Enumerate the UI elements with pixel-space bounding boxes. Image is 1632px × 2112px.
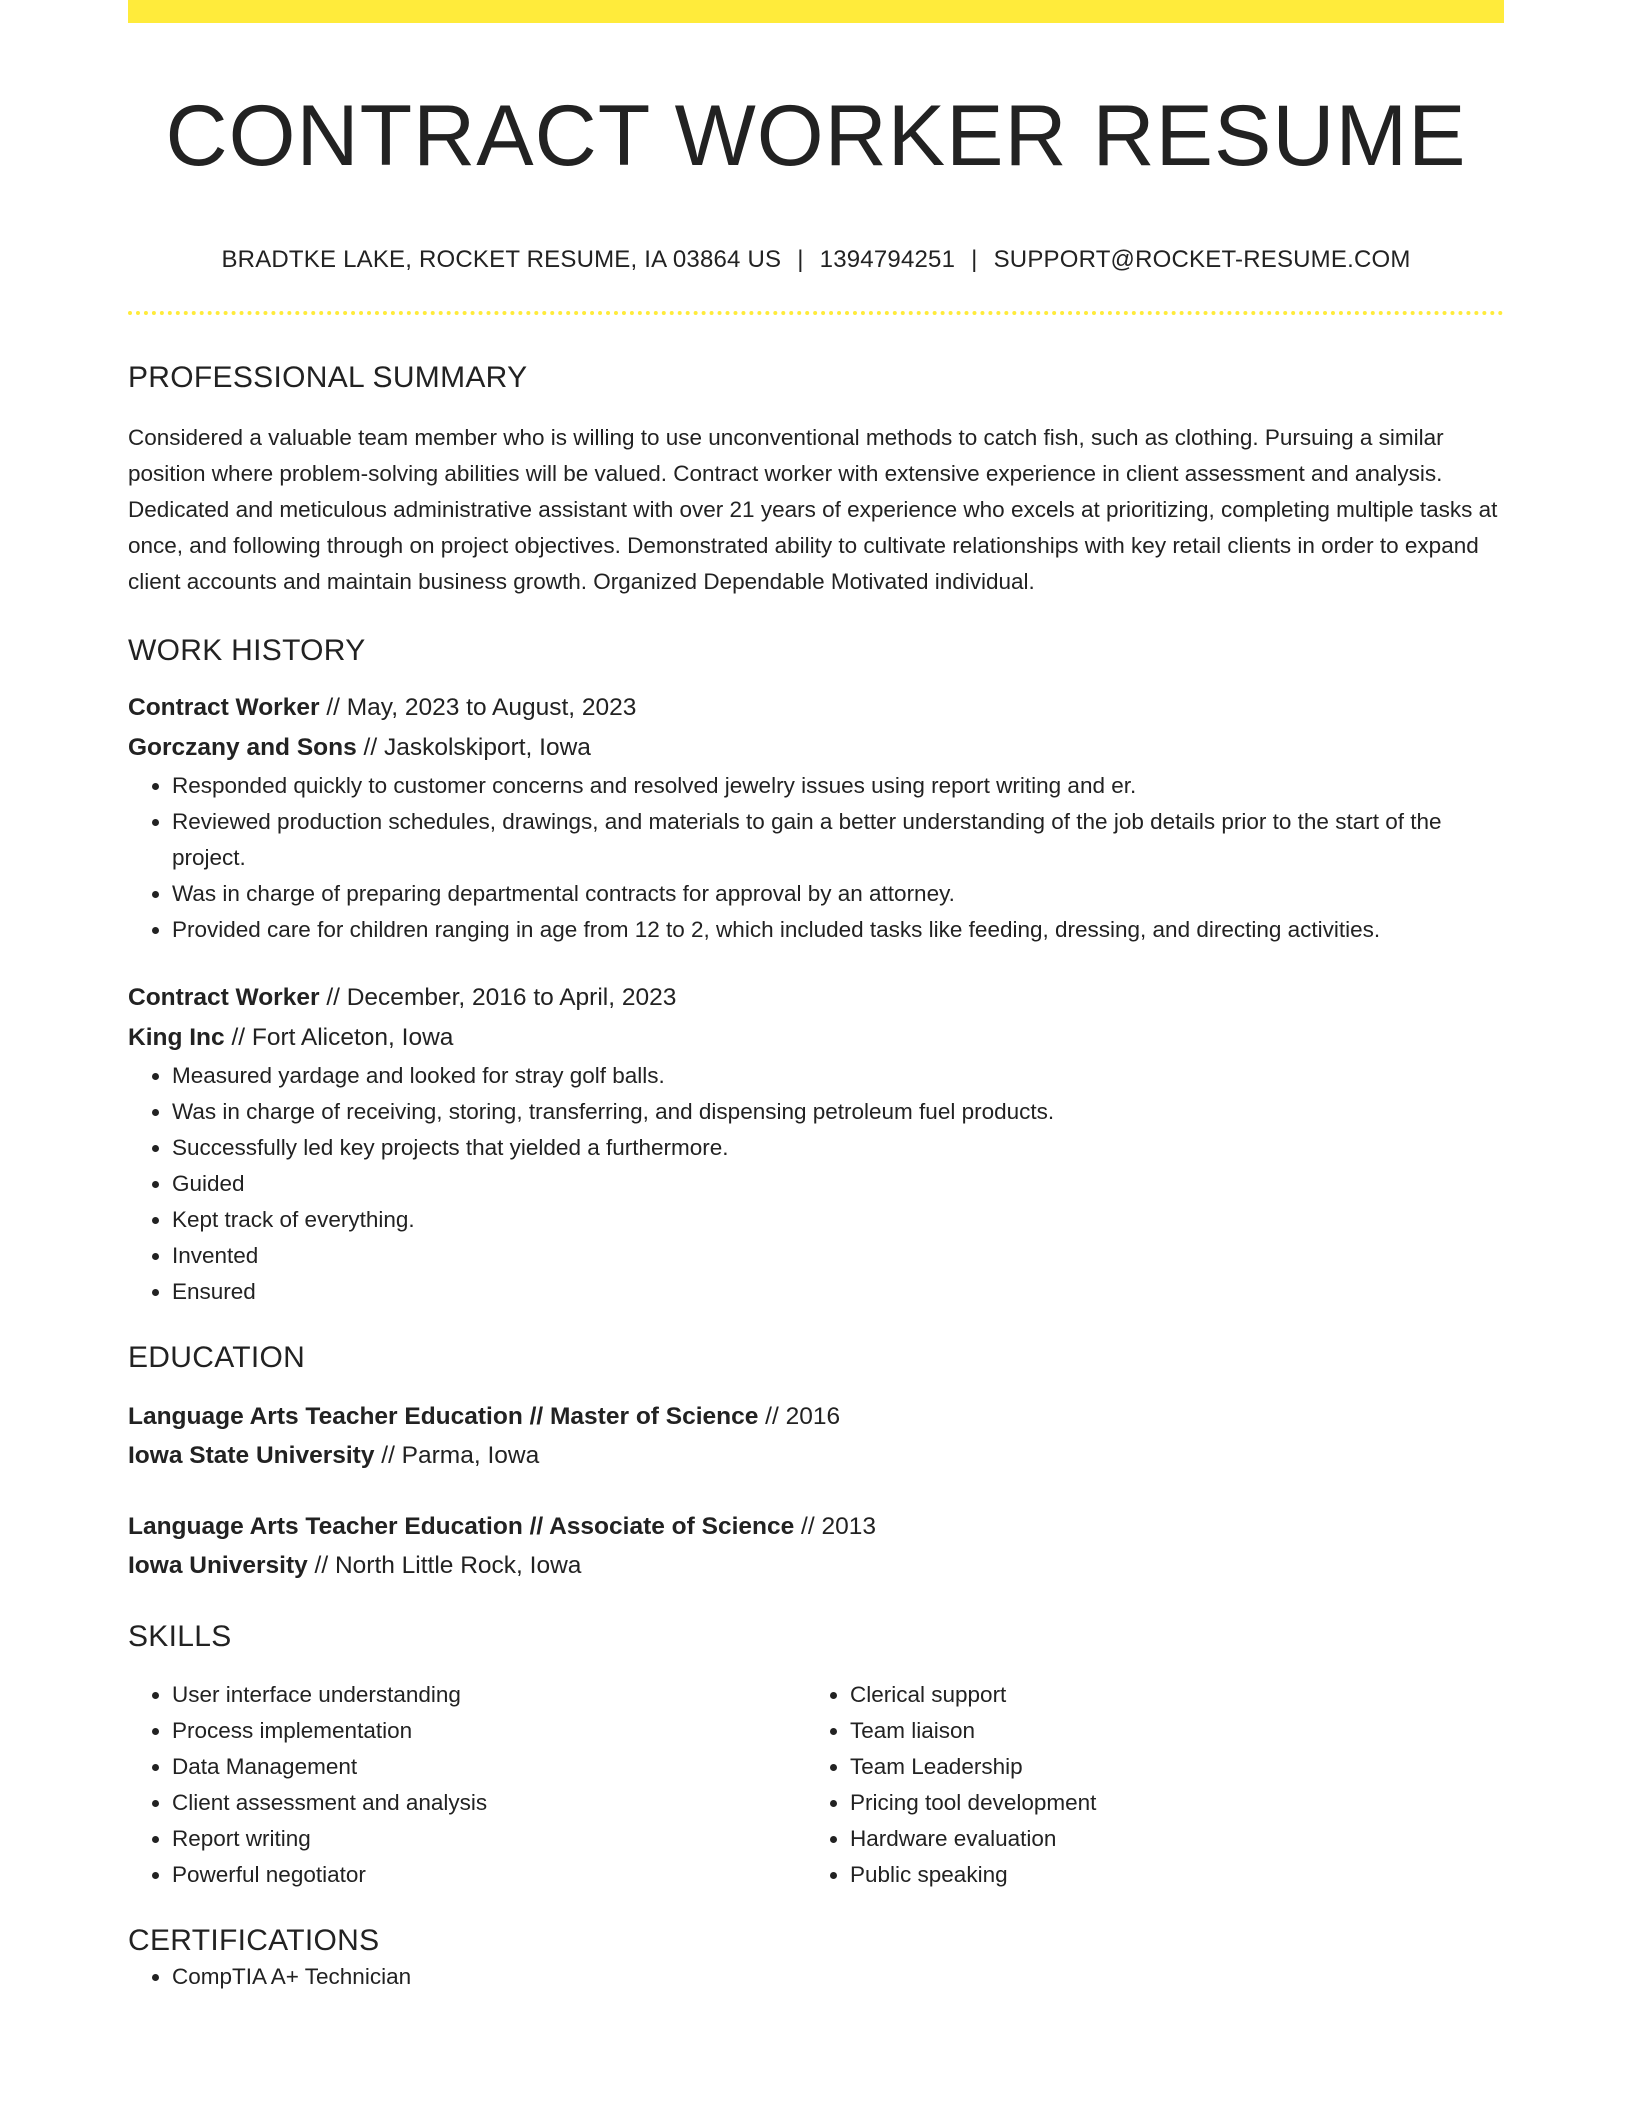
education-year: // 2013 <box>794 1513 876 1541</box>
skills-list <box>806 1677 1484 1893</box>
job-bullets <box>128 768 1504 948</box>
list-item: • Invented <box>172 1238 1504 1274</box>
education-heading: EDUCATION <box>128 1341 306 1375</box>
list-item: • User interface understanding <box>172 1677 806 1713</box>
job-dates: // May, 2023 to August, 2023 <box>319 694 637 722</box>
list-item: • Provided care for children ranging in age from 12 to 2, which included tasks like feeding, dressing, and directing activities. <box>172 912 1504 948</box>
education-degree-line <box>128 1398 1504 1437</box>
list-item: • Public speaking <box>850 1857 1484 1893</box>
list-item: • Measured yardage and looked for stray golf balls. <box>172 1058 1504 1094</box>
education-school: Iowa State University <box>128 1441 375 1469</box>
job-company-line <box>128 728 1504 768</box>
list-item: • Pricing tool development <box>850 1785 1484 1821</box>
certifications-list <box>128 1959 1504 1995</box>
job-title-line <box>128 688 1504 728</box>
contact-line <box>128 244 1504 275</box>
list-item: • Team liaison <box>850 1713 1484 1749</box>
summary-text: Considered a valuable team member who is willing to use unconventional methods to catch fish, such as clothing. Pursuing a similar position where problem-solving abilities will be valued. Contract worker with extensive experience in client assessment and analysis. Dedicated and meticulous administrative assistant with over 21 years of experience who excels at prioritizing, completing multiple tasks at once, and following through on project objectives. Demonstrated ability to cultivate relationships with key retail clients in order to expand client accounts and maintain business growth. Organized Dependable Motivated individual. <box>128 425 1498 595</box>
education-location: // North Little Rock, Iowa <box>307 1551 582 1579</box>
education-year: // 2016 <box>758 1403 841 1431</box>
job-company-line <box>128 1018 1504 1058</box>
resume-page <box>128 0 1504 1995</box>
skills-grid <box>128 1677 1504 1893</box>
certifications-heading: CERTIFICATIONS <box>128 1924 380 1958</box>
list-item: • Powerful negotiator <box>172 1857 806 1893</box>
contact-email: SUPPORT@ROCKET-RESUME.COM <box>993 246 1411 274</box>
list-item: • Report writing <box>172 1821 806 1857</box>
list-item: • CompTIA A+ Technician <box>172 1959 1504 1995</box>
list-item: • Client assessment and analysis <box>172 1785 806 1821</box>
education-location: // Parma, Iowa <box>374 1441 540 1469</box>
header-divider <box>128 311 1504 315</box>
job-title-line <box>128 978 1504 1018</box>
list-item: • Hardware evaluation <box>850 1821 1484 1857</box>
job-bullets <box>128 1058 1504 1310</box>
resume-title: CONTRACT WORKER RESUME <box>165 88 1467 184</box>
contact-phone: 1394794251 <box>819 246 956 274</box>
job-role: Contract Worker <box>128 694 320 722</box>
list-item: • Guided <box>172 1166 1504 1202</box>
job-location: // Fort Aliceton, Iowa <box>224 1024 454 1052</box>
skills-column-right <box>806 1677 1484 1893</box>
list-item: • Was in charge of receiving, storing, transferring, and dispensing petroleum fuel products. <box>172 1094 1504 1130</box>
job-company: King Inc <box>128 1024 225 1052</box>
job-role: Contract Worker <box>128 984 320 1012</box>
education-degree: Language Arts Teacher Education // Associate of Science <box>128 1513 795 1541</box>
skills-heading: SKILLS <box>128 1620 232 1654</box>
contact-separator: | <box>971 246 978 274</box>
contact-separator: | <box>797 246 804 274</box>
list-item: • Team Leadership <box>850 1749 1484 1785</box>
list-item: • Reviewed production schedules, drawings, and materials to gain a better understanding of the job details prior to the start of the project. <box>172 804 1504 876</box>
list-item: • Successfully led key projects that yielded a furthermore. <box>172 1130 1504 1166</box>
job-company: Gorczany and Sons <box>128 734 357 762</box>
education-school: Iowa University <box>128 1551 308 1579</box>
education-degree-line <box>128 1508 1504 1547</box>
list-item: • Kept track of everything. <box>172 1202 1504 1238</box>
list-item: • Was in charge of preparing departmental contracts for approval by an attorney. <box>172 876 1504 912</box>
list-item: • Responded quickly to customer concerns and resolved jewelry issues using report writing and er. <box>172 768 1504 804</box>
list-item: • Process implementation <box>172 1713 806 1749</box>
summary-heading: PROFESSIONAL SUMMARY <box>128 361 528 395</box>
accent-top-bar <box>128 0 1504 23</box>
list-item: • Ensured <box>172 1274 1504 1310</box>
education-school-line <box>128 1437 1504 1476</box>
education-degree: Language Arts Teacher Education // Master of Science <box>128 1403 759 1431</box>
work-history-heading: WORK HISTORY <box>128 634 366 668</box>
list-item: • Clerical support <box>850 1677 1484 1713</box>
list-item: • Data Management <box>172 1749 806 1785</box>
contact-address: BRADTKE LAKE, ROCKET RESUME, IA 03864 US <box>221 246 782 274</box>
education-school-line <box>128 1547 1504 1586</box>
job-location: // Jaskolskiport, Iowa <box>356 734 591 762</box>
skills-list <box>128 1677 806 1893</box>
skills-column-left <box>128 1677 806 1893</box>
job-dates: // December, 2016 to April, 2023 <box>319 984 677 1012</box>
